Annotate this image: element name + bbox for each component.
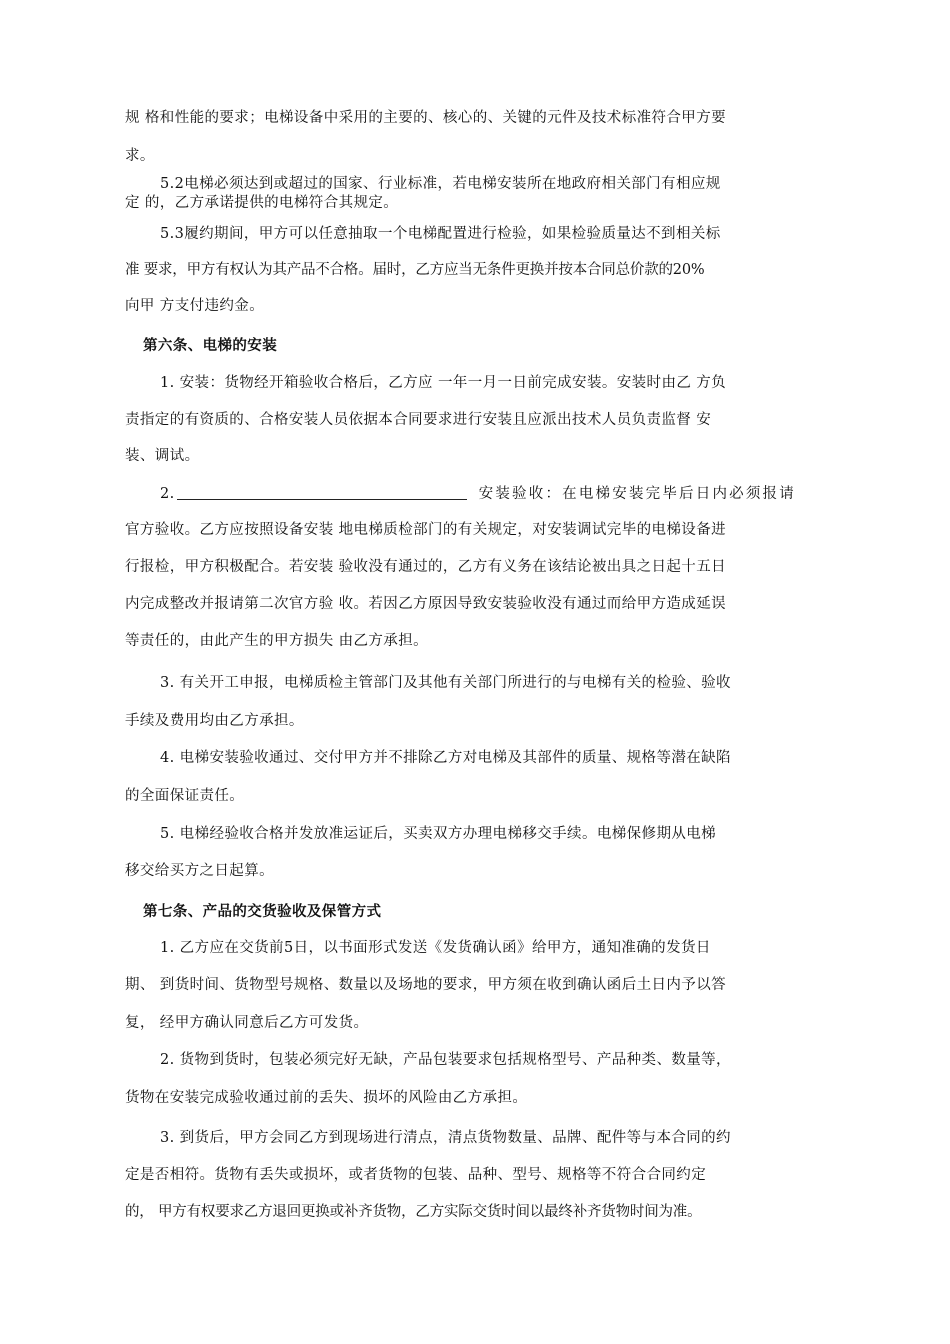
paragraph-line: 装、调试。 <box>125 448 200 464</box>
paragraph-line: 内完成整改并报请第二次官方验 收。若因乙方原因导致安装验收没有通过而给甲方造成延误 <box>125 596 727 612</box>
paragraph-line: 2. 货物到货时，包装必须完好无缺，产品包装要求包括规格型号、产品种类、数量等， <box>160 1052 731 1068</box>
paragraph-line: 5. 电梯经验收合格并发放准运证后，买卖双方办理电梯移交手续。电梯保修期从电梯 <box>160 826 717 842</box>
paragraph-line: 4. 电梯安装验收通过、交付甲方并不排除乙方对电梯及其部件的质量、规格等潜在缺陷 <box>160 750 731 766</box>
paragraph-line: 1. 乙方应在交货前5日，以书面形式发送《发货确认函》给甲方，通知准确的发货日 <box>160 940 711 956</box>
paragraph-line: 求。 <box>125 148 155 164</box>
section-heading: 第六条、电梯的安装 <box>143 337 278 354</box>
paragraph-line-with-blank <box>160 484 860 504</box>
paragraph-line: 规 格和性能的要求；电梯设备中采用的主要的、核心的、关键的元件及技术标准符合甲方要 <box>125 110 727 126</box>
paragraph-line: 准 要求，甲方有权认为其产品不合格。届时，乙方应当无条件更换并按本合同总价款的20% <box>125 262 705 278</box>
paragraph-line: 5.2电梯必须达到或超过的国家、行业标准，若电梯安装所在地政府相关部门有相应规 <box>160 176 721 192</box>
paragraph-line: 货物在安装完成验收通过前的丢失、损坏的风险由乙方承担。 <box>125 1090 528 1106</box>
item-text: 安装验收：在电梯安装完毕后日内必须报请 <box>478 486 796 502</box>
paragraph-line: 向甲 方支付违约金。 <box>125 298 265 314</box>
paragraph-line: 3. 有关开工申报，电梯质检主管部门及其他有关部门所进行的与电梯有关的检验、验收 <box>160 675 731 691</box>
paragraph-line: 3. 到货后，甲方会同乙方到现场进行清点，清点货物数量、品牌、配件等与本合同的约 <box>160 1130 731 1146</box>
paragraph-line: 1. 安装：货物经开箱验收合格后，乙方应 一年一月一日前完成安装。安装时由乙 方负 <box>160 375 727 391</box>
paragraph-line: 定 的，乙方承诺提供的电梯符合其规定。 <box>125 195 399 211</box>
paragraph-line: 复， 经甲方确认同意后乙方可发货。 <box>125 1015 369 1031</box>
paragraph-line: 等责任的，由此产生的甲方损失 由乙方承担。 <box>125 633 429 649</box>
paragraph-line: 官方验收。乙方应按照设备安装 地电梯质检部门的有关规定，对安装调试完毕的电梯设备进 <box>125 522 727 538</box>
section-heading: 第七条、产品的交货验收及保管方式 <box>143 903 382 920</box>
paragraph-line: 责指定的有资质的、合格安装人员依据本合同要求进行安装且应派出技术人员负责监督 安 <box>125 412 712 428</box>
paragraph-line: 移交给买方之日起算。 <box>125 863 274 879</box>
item-number: 2. <box>160 486 175 502</box>
paragraph-line: 5.3履约期间，甲方可以任意抽取一个电梯配置进行检验，如果检验质量达不到相关标 <box>160 226 721 242</box>
paragraph-line: 行报检，甲方积极配合。若安装 验收没有通过的，乙方有义务在该结论被出具之日起十五日 <box>125 559 727 575</box>
paragraph-line: 定是否相符。货物有丢失或损坏，或者货物的包装、品种、型号、规格等不符合合同约定 <box>125 1167 707 1183</box>
paragraph-line: 的， 甲方有权要求乙方退回更换或补齐货物，乙方实际交货时间以最终补齐货物时间为准。 <box>125 1204 702 1220</box>
paragraph-line: 手续及费用均由乙方承担。 <box>125 713 304 729</box>
paragraph-line: 的全面保证责任。 <box>125 788 245 804</box>
paragraph-line: 期、 到货时间、货物型号规格、数量以及场地的要求，甲方须在收到确认函后土日内予以答 <box>125 977 727 993</box>
fill-in-blank <box>177 485 467 500</box>
